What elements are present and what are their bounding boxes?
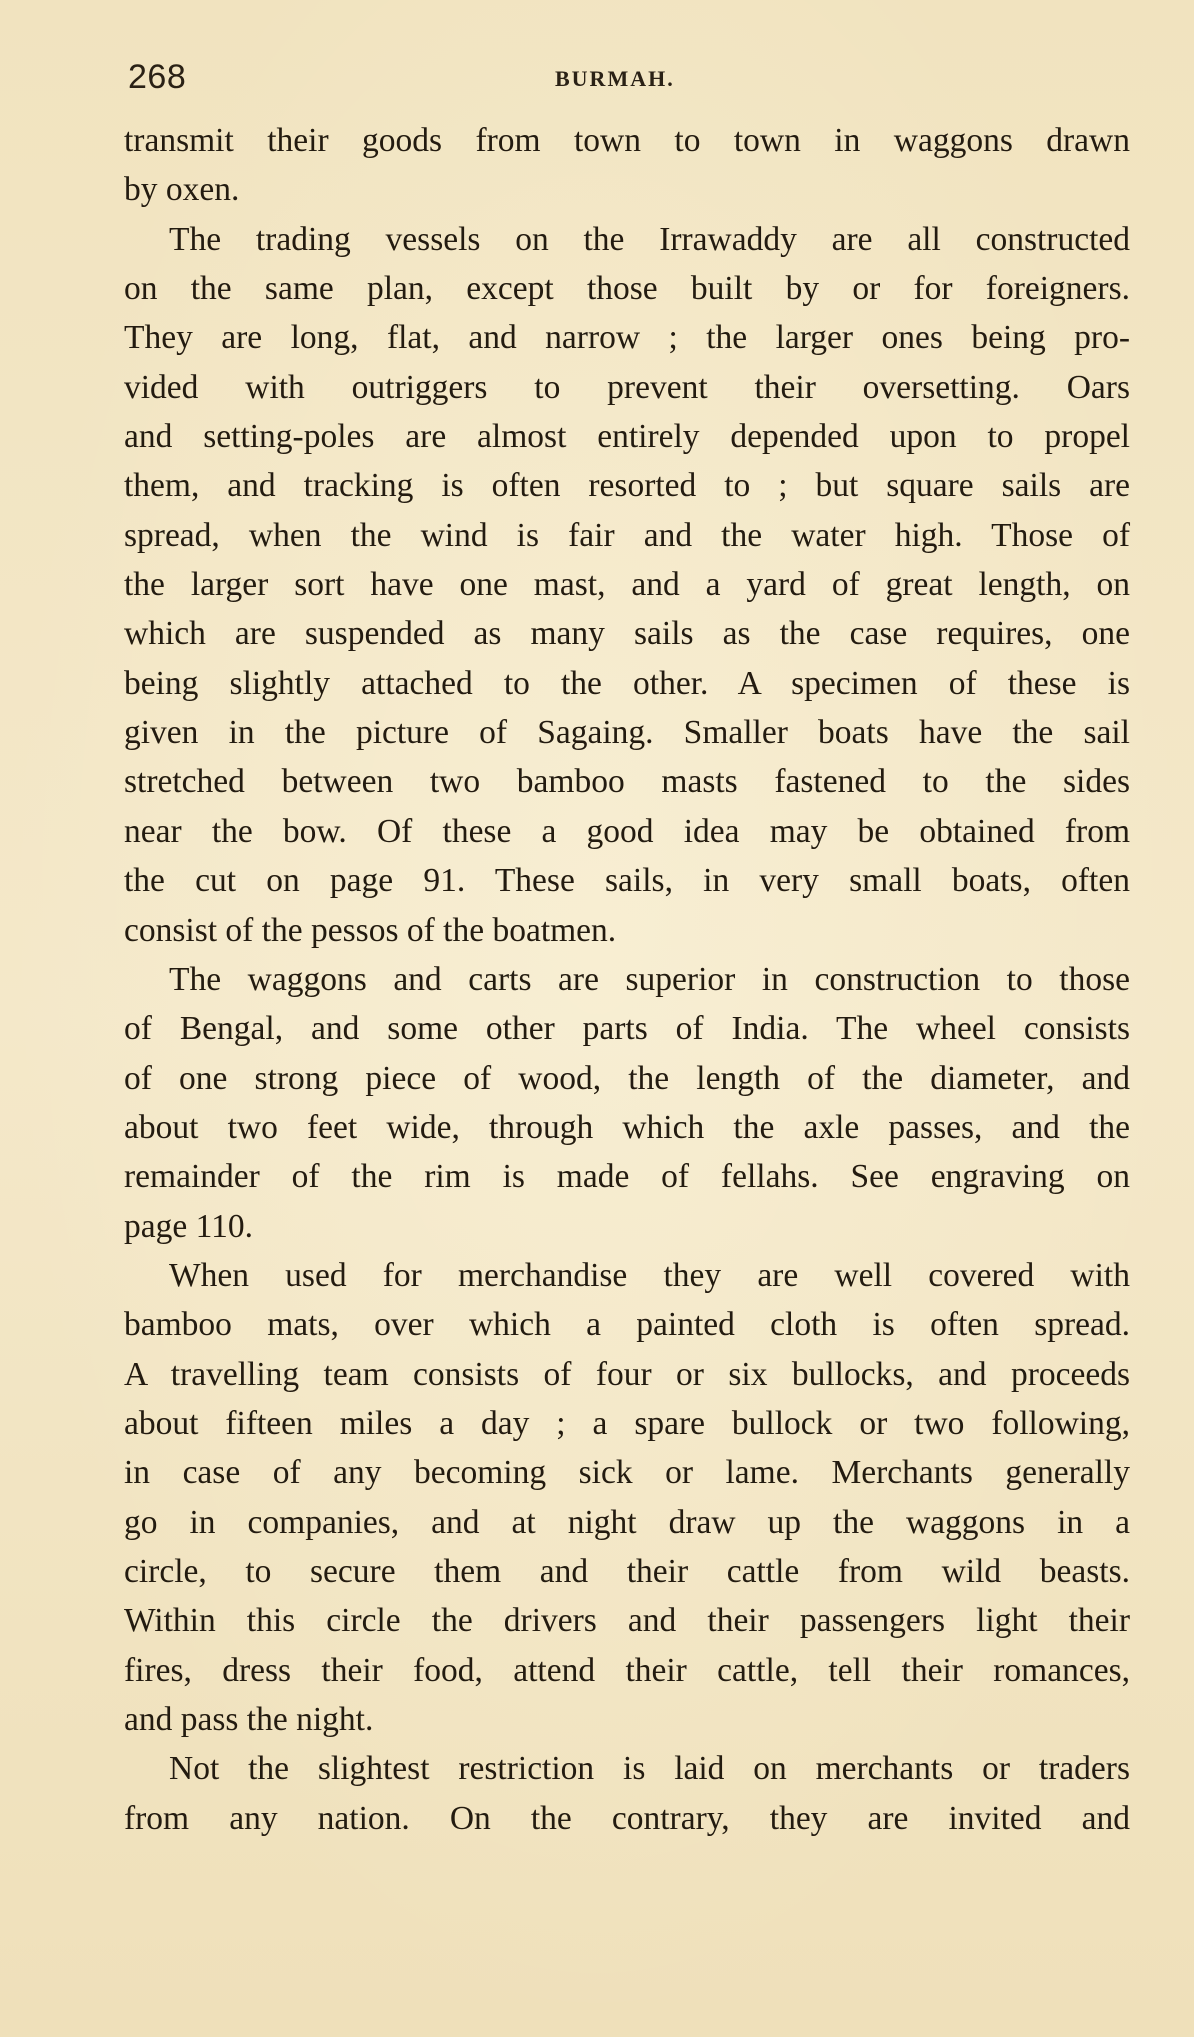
text-line: by oxen.: [124, 171, 240, 209]
text-line: of Bengal, and some other parts of India. The wheel consists: [124, 1010, 1130, 1048]
text-line: bamboo mats, over which a painted cloth is often spread.: [124, 1306, 1130, 1344]
text-line: The trading vessels on the Irrawaddy are all constructed: [169, 220, 1130, 258]
running-head: BURMAH.: [555, 66, 675, 91]
paragraph: [124, 1744, 1130, 1843]
page-header: [128, 58, 1124, 108]
text-line: They are long, flat, and narrow ; the larger ones being pro-: [124, 319, 1130, 357]
text-line: the larger sort have one mast, and a yard of great length, on: [124, 566, 1130, 604]
text-line: near the bow. Of these a good idea may be obtained from: [124, 812, 1130, 850]
text-line: go in companies, and at night draw up the waggons in a: [124, 1503, 1130, 1541]
text-line: remainder of the rim is made of fellahs. See engraving on: [124, 1158, 1130, 1196]
text-line: in case of any becoming sick or lame. Merchants generally: [124, 1454, 1130, 1492]
paragraph: [124, 116, 1130, 215]
text-line: and setting-poles are almost entirely depended upon to propel: [124, 418, 1130, 456]
text-line: transmit their goods from town to town in waggons drawn: [124, 122, 1130, 159]
text-line: A travelling team consists of four or six bullocks, and proceeds: [124, 1355, 1130, 1393]
text-line: about two feet wide, through which the axle passes, and the: [124, 1108, 1130, 1146]
text-line: When used for merchandise they are well covered with: [169, 1256, 1130, 1294]
text-line: of one strong piece of wood, the length of the diameter, and: [124, 1059, 1130, 1097]
text-line: consist of the pessos of the boatmen.: [124, 911, 617, 949]
body-text: [124, 116, 1130, 1843]
text-line: vided with outriggers to prevent their oversetting. Oars: [124, 368, 1130, 406]
text-line: stretched between two bamboo masts fastened to the sides: [124, 763, 1130, 801]
text-line: the cut on page 91. These sails, in very small boats, often: [124, 862, 1130, 900]
text-line: being slightly attached to the other. A specimen of these is: [124, 664, 1130, 702]
text-line: on the same plan, except those built by or for foreigners.: [124, 270, 1130, 308]
text-line: from any nation. On the contrary, they are invited and: [124, 1799, 1130, 1837]
text-line: which are suspended as many sails as the case requires, one: [124, 615, 1130, 653]
text-line: page 110.: [124, 1207, 253, 1245]
paragraph: [124, 215, 1130, 955]
text-line: spread, when the wind is fair and the water high. Those of: [124, 516, 1130, 554]
text-line: fires, dress their food, attend their cattle, tell their romances,: [124, 1651, 1130, 1689]
page-number: 268: [128, 58, 187, 96]
text-line: Within this circle the drivers and their passengers light their: [124, 1602, 1130, 1640]
text-line: about fifteen miles a day ; a spare bullock or two following,: [124, 1404, 1130, 1442]
paragraph: [124, 1251, 1130, 1744]
text-line: The waggons and carts are superior in construction to those: [169, 960, 1130, 998]
text-line: and pass the night.: [124, 1701, 374, 1738]
text-line: them, and tracking is often resorted to ; but square sails are: [124, 467, 1130, 505]
text-line: given in the picture of Sagaing. Smaller boats have the sail: [124, 714, 1130, 752]
text-line: circle, to secure them and their cattle from wild beasts.: [124, 1552, 1130, 1590]
paragraph: [124, 955, 1130, 1251]
text-line: Not the slightest restriction is laid on merchants or traders: [169, 1750, 1130, 1788]
